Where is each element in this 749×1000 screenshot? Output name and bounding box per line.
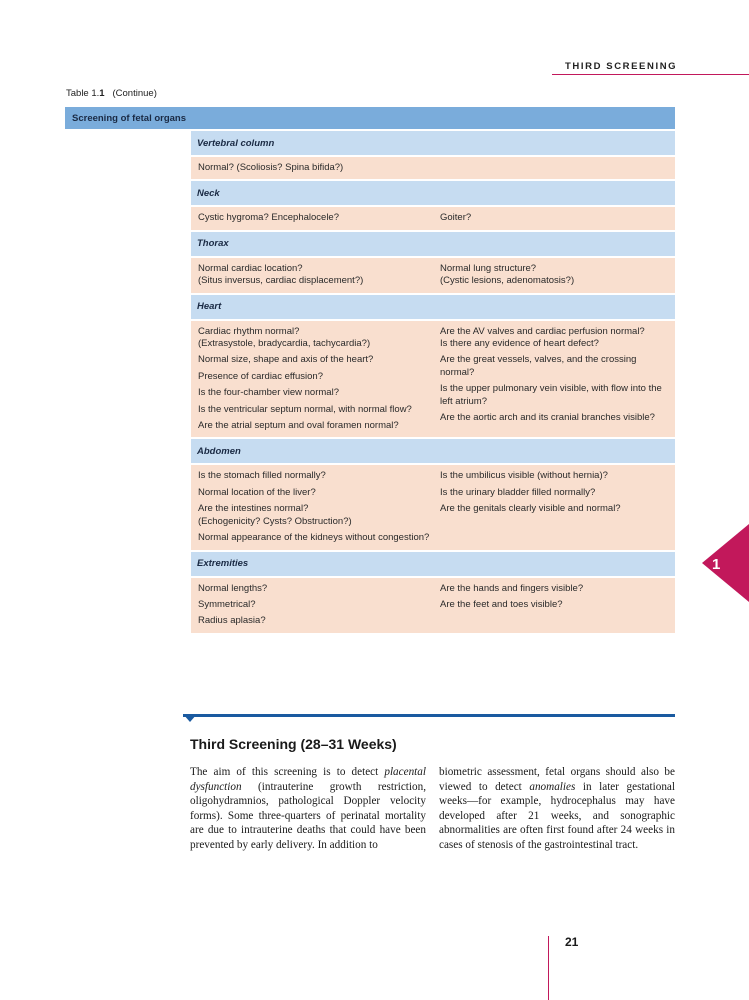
checklist-item: Cardiac rhythm normal? (Extrasystole, bradycardia, tachycardia?) <box>198 325 371 350</box>
checklist-item: Are the atrial septum and oval foramen normal? <box>198 420 399 432</box>
section-heading: Abdomen <box>191 439 675 463</box>
items-column-right <box>440 583 669 628</box>
items-column-left <box>198 263 440 288</box>
items-column-right <box>440 162 669 174</box>
checklist-item: Radius aplasia? <box>198 615 266 627</box>
checklist-item: Is the upper pulmonary vein visible, with flow into the left atrium? <box>440 383 662 407</box>
checklist-item: Is the umbilicus visible (without hernia)? <box>440 470 608 482</box>
checklist-item: Are the hands and fingers visible? <box>440 582 584 594</box>
checklist-item: Normal lengths? <box>198 582 268 594</box>
items-column-left <box>198 162 440 174</box>
checklist-item: Is the stomach filled normally? <box>198 470 326 482</box>
checklist-item: Normal cardiac location? (Situs inversus, cardiac displacement?) <box>198 262 364 287</box>
checklist-item: Are the aortic arch and its cranial branches visible? <box>440 412 655 424</box>
checklist-item: Is the urinary bladder filled normally? <box>440 486 596 498</box>
checklist-item: Goiter? <box>440 212 472 224</box>
items-column-right <box>440 212 669 224</box>
chapter-number: 1 <box>712 556 721 573</box>
checklist-item: Are the genitals clearly visible and normal? <box>440 503 621 515</box>
section-marker-icon <box>183 714 197 722</box>
checklist-item: Cystic hygroma? Encephalocele? <box>198 212 339 224</box>
section-items <box>191 258 675 293</box>
checklist-item: Are the intestines normal? (Echogenicity? Cysts? Obstruction?) <box>198 503 352 527</box>
items-column-left <box>198 583 440 628</box>
checklist-item: Normal lung structure? (Cystic lesions, adenomatosis?) <box>440 262 575 287</box>
section-title: Third Screening (28–31 Weeks) <box>190 736 397 752</box>
checklist-item: Are the great vessels, valves, and the crossing normal? <box>440 354 637 378</box>
items-column-left <box>198 212 440 224</box>
body-text: in later gestational weeks—for example, hydrocephalus may have developed after 21 weeks, and sonographic abnormalities are often first found after 24 weeks in cases of stenosis of the gastrointestinal tract. <box>439 780 676 851</box>
table-caption <box>66 88 157 99</box>
chapter-tab <box>702 524 749 602</box>
section-heading: Extremities <box>191 552 675 576</box>
checklist-item: Normal? (Scoliosis? Spina bifida?) <box>198 162 344 173</box>
body-text: (intrauterine growth restriction, oligohydramnios, pathological Doppler velocity forms). Some three-quarters of perinatal mortality are due to intrauterine deaths that could have been prevented by early delivery. In addition to <box>190 780 426 851</box>
page-number-rule <box>548 936 549 1000</box>
emphasized-text: anomalies <box>529 780 576 793</box>
checklist-item: Are the feet and toes visible? <box>440 598 563 610</box>
items-column-left <box>198 326 440 433</box>
section-heading: Thorax <box>191 232 675 256</box>
items-column-right <box>440 470 669 544</box>
section-heading: Vertebral column <box>191 131 675 155</box>
section-items <box>191 321 675 438</box>
items-column-right <box>440 263 669 288</box>
section-items <box>191 578 675 633</box>
checklist-item: Are the AV valves and cardiac perfusion normal? Is there any evidence of heart defect? <box>440 325 645 350</box>
table-caption-number: 1 <box>99 88 105 99</box>
running-head: THIRD SCREENING <box>565 61 678 72</box>
checklist-item: Is the ventricular septum normal, with normal flow? <box>198 403 412 415</box>
table-body <box>191 131 675 635</box>
emphasized-text: placental dysfunction <box>190 766 426 793</box>
section-divider <box>183 714 675 717</box>
table-caption-suffix: (Continue) <box>112 88 157 99</box>
checklist-item: Normal appearance of the kidneys without congestion? <box>198 532 430 544</box>
body-text-column-2 <box>439 765 675 853</box>
section-items <box>191 465 675 549</box>
checklist-item: Symmetrical? <box>198 598 256 610</box>
checklist-item: Is the four-chamber view normal? <box>198 387 339 399</box>
section-items <box>191 207 675 229</box>
items-column-left <box>198 470 440 544</box>
checklist-item: Normal size, shape and axis of the heart? <box>198 354 374 366</box>
items-column-right <box>440 326 669 433</box>
section-heading: Neck <box>191 181 675 205</box>
body-text: biometric assessment, fetal organs should also be viewed to detect <box>439 766 675 793</box>
section-items <box>191 157 675 179</box>
page-number: 21 <box>565 935 579 949</box>
running-head-rule <box>552 74 749 75</box>
table-header: Screening of fetal organs <box>65 107 675 129</box>
section-heading: Heart <box>191 295 675 319</box>
table-caption-prefix: Table 1. <box>66 88 100 99</box>
checklist-item: Presence of cardiac effusion? <box>198 370 323 382</box>
checklist-item: Normal location of the liver? <box>198 486 316 498</box>
body-text-column-1 <box>190 765 426 853</box>
body-text: The aim of this screening is to detect <box>190 766 385 778</box>
